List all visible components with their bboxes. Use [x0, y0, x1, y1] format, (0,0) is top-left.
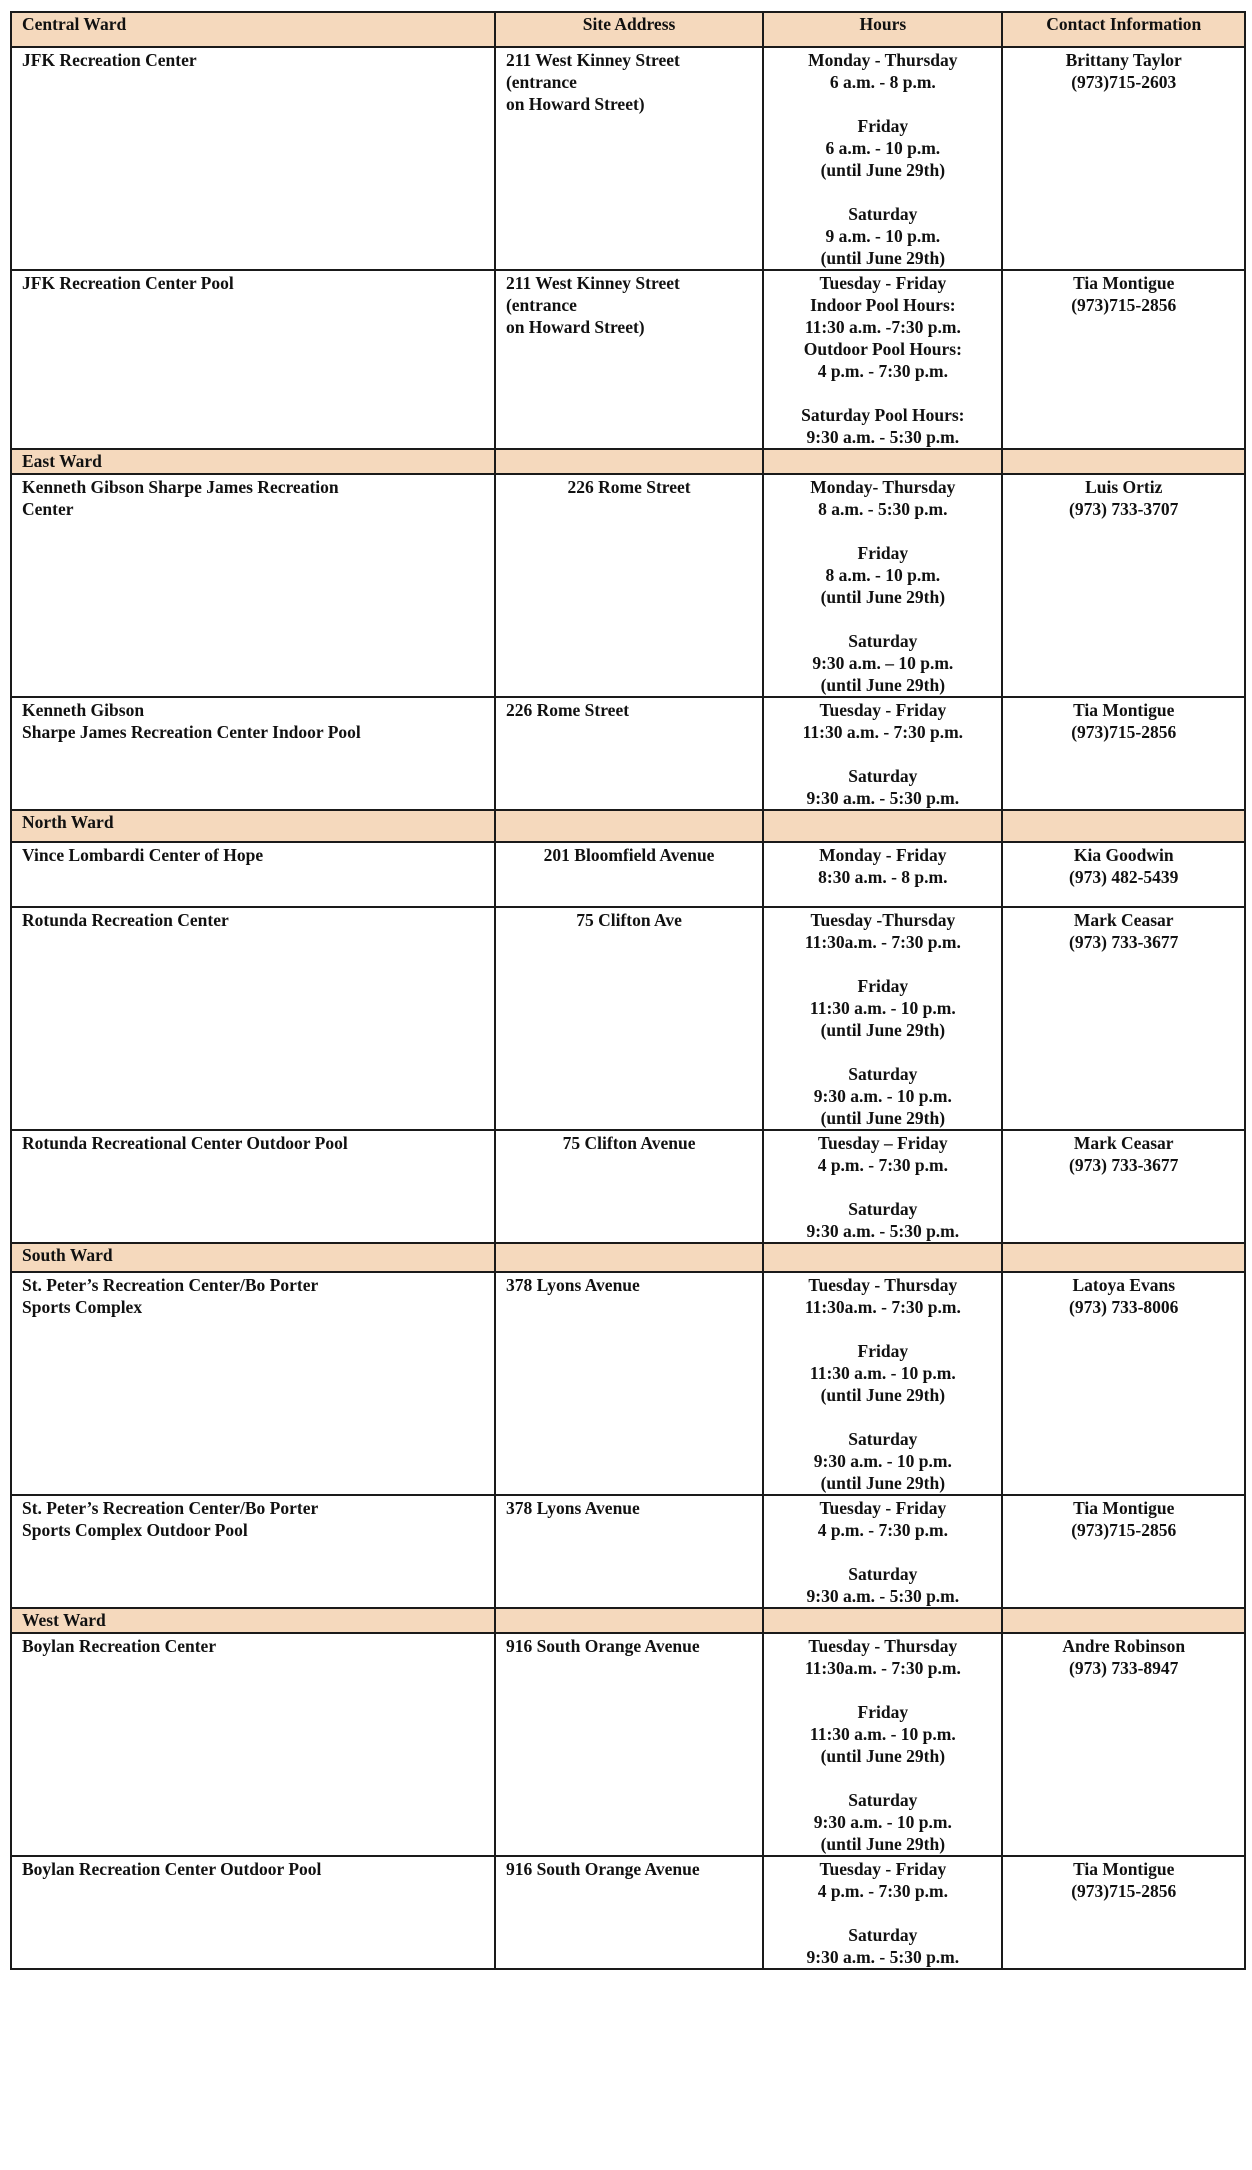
ward-header-row	[11, 12, 1245, 47]
table-row	[11, 1633, 1245, 1856]
site-contact: Brittany Taylor (973)715-2603	[1002, 47, 1245, 270]
column-header-contact: Contact Information	[1002, 12, 1245, 47]
table-row	[11, 47, 1245, 270]
site-address: 226 Rome Street	[495, 697, 763, 810]
site-name: Rotunda Recreation Center	[11, 907, 495, 1130]
site-hours: Tuesday - Thursday 11:30a.m. - 7:30 p.m. Friday 11:30 a.m. - 10 p.m. (until June 29th) Saturday 9:30 a.m. - 10 p.m. (until June 29th)	[763, 1272, 1002, 1495]
site-hours: Tuesday - Friday Indoor Pool Hours: 11:30 a.m. -7:30 p.m. Outdoor Pool Hours: 4 p.m. - 7:30 p.m. Saturday Pool Hours: 9:30 a.m. - 5:30 p.m.	[763, 270, 1002, 449]
header-empty-cell	[763, 449, 1002, 474]
site-hours: Tuesday – Friday 4 p.m. - 7:30 p.m. Saturday 9:30 a.m. - 5:30 p.m.	[763, 1130, 1002, 1243]
ward-header-row	[11, 1243, 1245, 1272]
header-empty-cell	[1002, 1243, 1245, 1272]
site-hours: Tuesday -Thursday 11:30a.m. - 7:30 p.m. Friday 11:30 a.m. - 10 p.m. (until June 29th) Saturday 9:30 a.m. - 10 p.m. (until June 29th)	[763, 907, 1002, 1130]
header-empty-cell	[1002, 810, 1245, 842]
site-address: 211 West Kinney Street (entrance on Howard Street)	[495, 270, 763, 449]
ward-header-row	[11, 449, 1245, 474]
ward-header-row	[11, 1608, 1245, 1633]
site-contact: Tia Montigue (973)715-2856	[1002, 270, 1245, 449]
header-empty-cell	[1002, 1608, 1245, 1633]
site-name: JFK Recreation Center	[11, 47, 495, 270]
site-contact: Kia Goodwin (973) 482-5439	[1002, 842, 1245, 907]
header-empty-cell	[1002, 449, 1245, 474]
table-row	[11, 474, 1245, 697]
site-contact: Tia Montigue (973)715-2856	[1002, 1495, 1245, 1608]
column-header-site-address: Site Address	[495, 12, 763, 47]
site-name: Kenneth Gibson Sharpe James Recreation Center	[11, 474, 495, 697]
site-contact: Mark Ceasar (973) 733-3677	[1002, 1130, 1245, 1243]
site-address: 75 Clifton Ave	[495, 907, 763, 1130]
table-row	[11, 842, 1245, 907]
header-empty-cell	[763, 810, 1002, 842]
site-name: Boylan Recreation Center	[11, 1633, 495, 1856]
table-row	[11, 1130, 1245, 1243]
site-hours: Tuesday - Friday 4 p.m. - 7:30 p.m. Saturday 9:30 a.m. - 5:30 p.m.	[763, 1495, 1002, 1608]
site-name: Vince Lombardi Center of Hope	[11, 842, 495, 907]
header-empty-cell	[495, 449, 763, 474]
site-contact: Mark Ceasar (973) 733-3677	[1002, 907, 1245, 1130]
ward-name: Central Ward	[11, 12, 495, 47]
table-row	[11, 1856, 1245, 1969]
table-row	[11, 697, 1245, 810]
site-name: Kenneth Gibson Sharpe James Recreation Center Indoor Pool	[11, 697, 495, 810]
site-hours: Tuesday - Thursday 11:30a.m. - 7:30 p.m. Friday 11:30 a.m. - 10 p.m. (until June 29th) Saturday 9:30 a.m. - 10 p.m. (until June 29th)	[763, 1633, 1002, 1856]
table-row	[11, 270, 1245, 449]
site-address: 378 Lyons Avenue	[495, 1272, 763, 1495]
site-contact: Latoya Evans (973) 733-8006	[1002, 1272, 1245, 1495]
header-empty-cell	[495, 810, 763, 842]
site-contact: Andre Robinson (973) 733-8947	[1002, 1633, 1245, 1856]
site-contact: Tia Montigue (973)715-2856	[1002, 697, 1245, 810]
site-address: 201 Bloomfield Avenue	[495, 842, 763, 907]
ward-name: North Ward	[11, 810, 495, 842]
site-name: St. Peter’s Recreation Center/Bo Porter Sports Complex Outdoor Pool	[11, 1495, 495, 1608]
site-name: Rotunda Recreational Center Outdoor Pool	[11, 1130, 495, 1243]
header-empty-cell	[763, 1243, 1002, 1272]
header-empty-cell	[495, 1608, 763, 1633]
site-address: 916 South Orange Avenue	[495, 1856, 763, 1969]
site-address: 75 Clifton Avenue	[495, 1130, 763, 1243]
ward-header-row	[11, 810, 1245, 842]
column-header-hours: Hours	[763, 12, 1002, 47]
site-name: JFK Recreation Center Pool	[11, 270, 495, 449]
table-row	[11, 907, 1245, 1130]
site-contact: Tia Montigue (973)715-2856	[1002, 1856, 1245, 1969]
site-address: 916 South Orange Avenue	[495, 1633, 763, 1856]
site-hours: Tuesday - Friday 11:30 a.m. - 7:30 p.m. Saturday 9:30 a.m. - 5:30 p.m.	[763, 697, 1002, 810]
ward-name: East Ward	[11, 449, 495, 474]
ward-name: West Ward	[11, 1608, 495, 1633]
site-address: 226 Rome Street	[495, 474, 763, 697]
table-row	[11, 1495, 1245, 1608]
header-empty-cell	[763, 1608, 1002, 1633]
ward-name: South Ward	[11, 1243, 495, 1272]
site-hours: Monday - Thursday 6 a.m. - 8 p.m. Friday 6 a.m. - 10 p.m. (until June 29th) Saturday 9 a.m. - 10 p.m. (until June 29th)	[763, 47, 1002, 270]
site-name: Boylan Recreation Center Outdoor Pool	[11, 1856, 495, 1969]
site-contact: Luis Ortiz (973) 733-3707	[1002, 474, 1245, 697]
site-address: 378 Lyons Avenue	[495, 1495, 763, 1608]
table-row	[11, 1272, 1245, 1495]
site-hours: Monday - Friday 8:30 a.m. - 8 p.m.	[763, 842, 1002, 907]
site-name: St. Peter’s Recreation Center/Bo Porter Sports Complex	[11, 1272, 495, 1495]
site-hours: Monday- Thursday 8 a.m. - 5:30 p.m. Friday 8 a.m. - 10 p.m. (until June 29th) Saturday 9:30 a.m. – 10 p.m. (until June 29th)	[763, 474, 1002, 697]
recreation-schedule-table	[10, 11, 1246, 1970]
site-address: 211 West Kinney Street (entrance on Howard Street)	[495, 47, 763, 270]
table-body	[11, 12, 1245, 1969]
header-empty-cell	[495, 1243, 763, 1272]
site-hours: Tuesday - Friday 4 p.m. - 7:30 p.m. Saturday 9:30 a.m. - 5:30 p.m.	[763, 1856, 1002, 1969]
